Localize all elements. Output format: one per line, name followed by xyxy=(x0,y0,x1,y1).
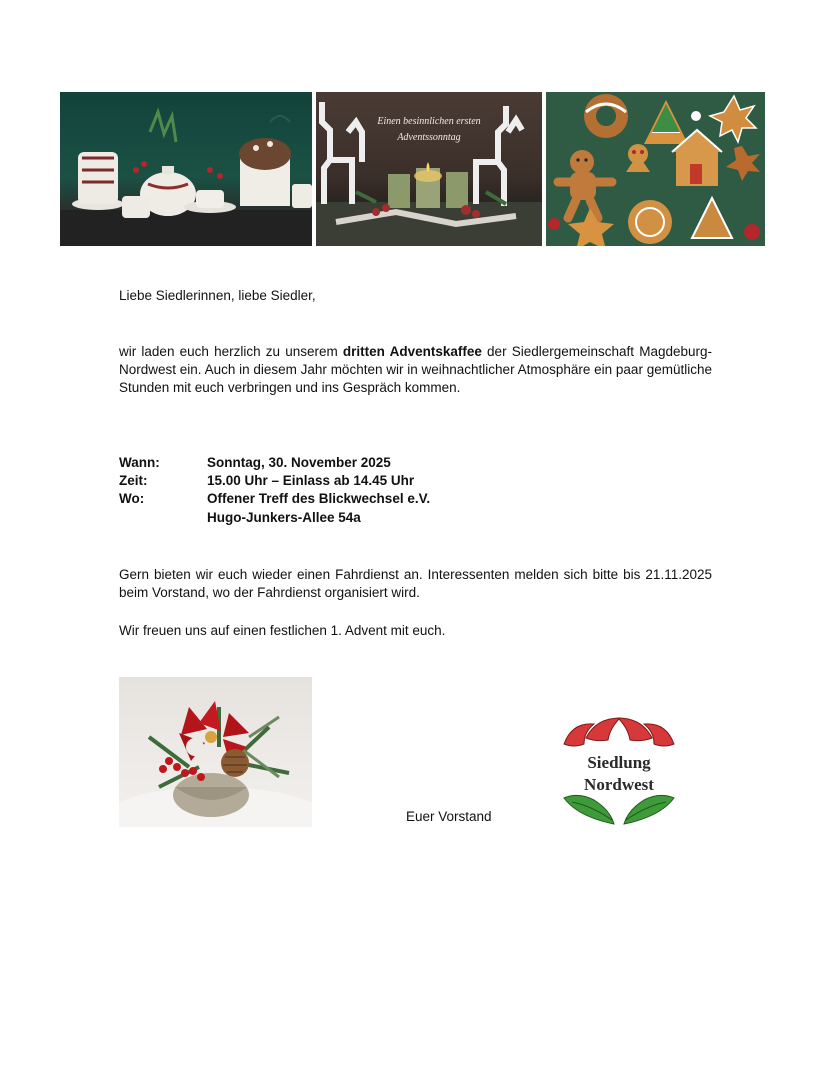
where-value: Offener Treff des Blickwechsel e.V. xyxy=(207,491,431,506)
banner-image-tea-set xyxy=(60,92,312,246)
intro-text-1: wir laden euch herzlich zu unserem xyxy=(119,344,343,359)
logo-text-line1: Siedlung xyxy=(587,753,651,772)
poinsettia-icon xyxy=(119,677,312,827)
logo-leaves-icon xyxy=(558,714,680,826)
candles-icon xyxy=(316,92,542,246)
when-label: Wann: xyxy=(119,455,160,470)
signature: Euer Vorstand xyxy=(406,809,492,824)
banner-caption-line2: Adventssonntag xyxy=(397,132,461,143)
where-address: Hugo-Junkers-Allee 54a xyxy=(207,510,361,525)
banner-image-advent-candles xyxy=(316,92,542,246)
closing-line: Wir freuen uns auf einen festlichen 1. Advent mit euch. xyxy=(119,623,446,638)
banner-image-gingerbread xyxy=(546,92,765,246)
time-label: Zeit: xyxy=(119,473,148,488)
where-label: Wo: xyxy=(119,491,145,506)
greeting: Liebe Siedlerinnen, liebe Siedler, xyxy=(119,288,316,303)
intro-bold-event: dritten Adventskaffee xyxy=(342,344,482,359)
intro-paragraph xyxy=(119,343,712,397)
time-value: 15.00 Uhr – Einlass ab 14.45 Uhr xyxy=(207,473,415,488)
tea-set-icon xyxy=(60,92,312,246)
when-value: Sonntag, 30. November 2025 xyxy=(207,455,391,470)
banner-caption-line1: Einen besinnlichen ersten xyxy=(377,116,481,127)
siedlung-nordwest-logo xyxy=(558,714,680,826)
logo-text-line2: Nordwest xyxy=(584,775,654,794)
transport-paragraph: Gern bieten wir euch wieder einen Fahrdienst an. Interessenten melden sich bitte bis 21.11.2025 beim Vorstand, wo der Fahrdienst organisiert wird. xyxy=(119,567,712,600)
gingerbread-cookies-icon xyxy=(546,92,765,246)
intro-text-2: der Siedlergemeinschaft Magdeburg-Nordwest ein. Auch in diesem Jahr möchten wir in weihnachtlicher Atmosphäre ein paar gemütliche Stunden mit euch verbringen und ins Gespräch kommen. xyxy=(119,344,713,395)
flower-arrangement-image xyxy=(119,677,312,827)
